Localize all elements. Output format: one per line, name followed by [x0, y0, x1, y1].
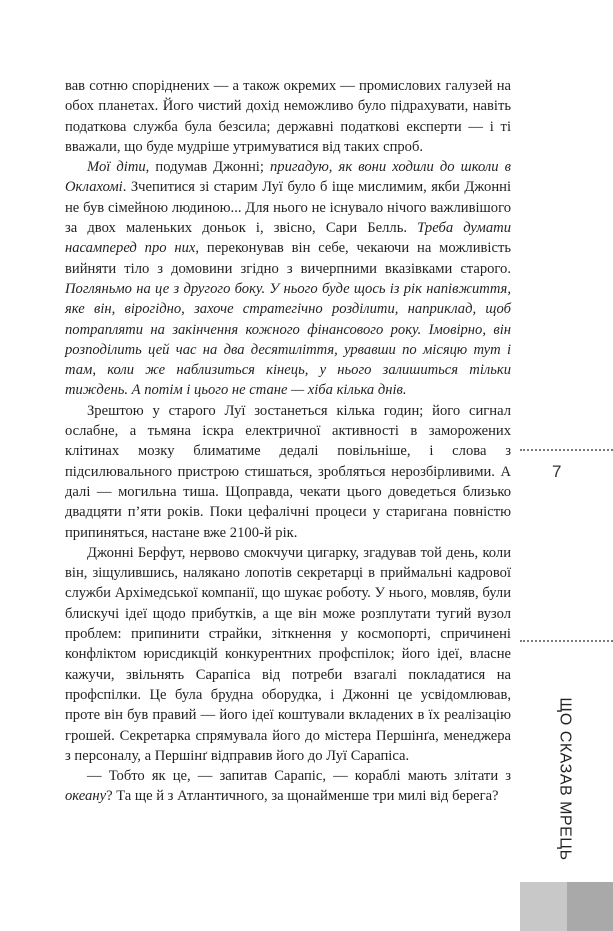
text-run: ? Та ще й з Атлантичного, за щонайменше три милі від берега?	[106, 788, 499, 805]
italic-text: Мої діти	[87, 159, 146, 176]
body-text	[65, 76, 511, 807]
paragraph	[65, 543, 511, 766]
text-run: вав сотню споріднених — а також окремих — промислових галузей на обох планетах. Його чистий дохід неможливо було підрахувати, навіть податкова служба була безсила; державні податкові експерти — і ті вважали, що буде мудріше утримуватися від таких спроб.	[65, 78, 511, 155]
page-number-divider	[520, 449, 613, 451]
italic-text: Погляньмо на це з другого боку. У нього буде щось із рік напівжиття, яке він, вірогідно, захоче стратегічно розділити, наприклад, щоб потрапляти на закінчення кожного фінансового року. Імовірно, він розподілить цей час на два десятиліття, урвавши по місяцю тут і там, коли же наблизиться кінець, у нього залишиться тільки тиждень. А потім і цього не стане — хіба кілька днів.	[65, 280, 511, 399]
text-run: — Тобто як це, — запитав Сарапіс, — кораблі мають злітати з	[87, 768, 511, 785]
edge-tab-dark	[567, 882, 613, 931]
text-run: , переконував він себе, чекаючи на можливість вийняти тіло з домовини згідно з вичерпними вказівками старого.	[65, 240, 511, 277]
chapter-title-text: ЩО СКАЗАВ МРЕЦЬ	[557, 697, 574, 861]
text-run: Джонні Берфут, нервово смокчучи цигарку, згадував той день, коли він, зіщулившись, налякано лопотів секретарці в приймальні кадрової служби Архімедської компанії, що шукає роботу. У нього, мовляв, були блискучі ідеї щодо прибутків, а ще він може розплутати тугий вузол проблем: припинити страйки, зіткнення у космопорті, спричинені конфліктом юрисдикцій конкурентних профспілок; його ідеї, власне кажучи, звільнять Сарапіса від потреби взагалі покладатися на профспілки. Це була брудна оборудка, і Джонні це усвідомлював, проте він був правий — його ідеї коштували вкладених в їх реалізацію грошей. Секретарка спрямувала його до містера Першінґа, менеджера з персоналу, а Першінґ відправив його до Луї Сарапіса.	[65, 544, 511, 764]
text-run: , подумав Джонні;	[145, 159, 270, 176]
italic-text: Треба думати насамперед про них	[65, 220, 511, 257]
text-run: Зрештою у старого Луї зостанеться кілька годин; його сигнал ослабне, а тьмяна іскра електричної активності в заморожених клітинах мозку блиматиме дедалі повільніше, і слова з підсилювального пристрою стишаться, зробляться нерозбірливими. А далі — могильна тиша. Щоправда, чекати цього доведеться близько двадцяти п’яти років. Поки цефалічні процеси у старигана повністю припиняться, настане вже 2100-й рік.	[65, 402, 511, 541]
paragraph	[65, 76, 511, 157]
paragraph	[65, 157, 511, 401]
page-number: 7	[552, 462, 562, 481]
chapter-title-divider	[520, 640, 613, 642]
paragraph	[65, 401, 511, 543]
text-run: . Зчепитися зі старим Луї було б іще мислимим, якби Джонні не був сімейною людиною... Для нього не існувало нічого важливішого за двох маленьких доньок і, звісно, Сари Белль.	[65, 179, 511, 237]
paragraph	[65, 766, 511, 807]
chapter-title	[546, 682, 584, 876]
italic-text: пригадую, як вони ходили до школи в Оклахомі	[65, 159, 511, 196]
italic-text: океану	[65, 788, 107, 805]
